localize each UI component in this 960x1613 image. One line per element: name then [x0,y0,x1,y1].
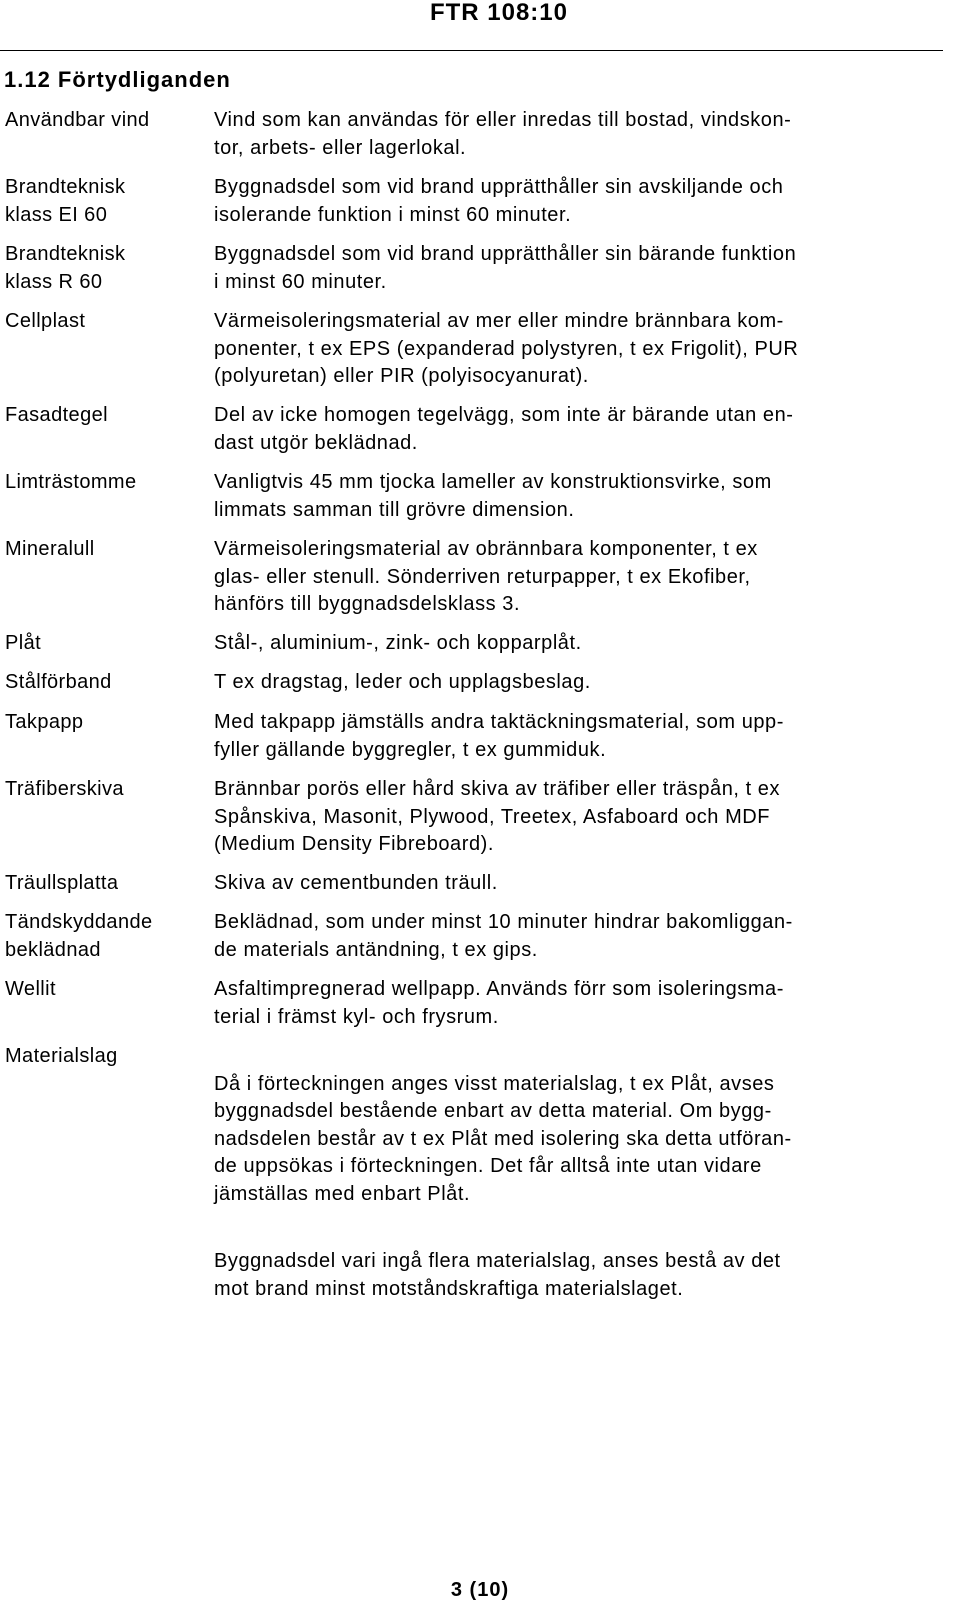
glossary-term: Limträstomme [5,471,137,493]
glossary-term: Träfiberskiva [5,778,124,800]
section-title: 1.12 Förtydliganden [4,67,231,92]
glossary-definition: Värmeisoleringsmaterial av obrännbara komponenter, t ex glas- eller stenull. Sönderriven returpapper, t ex Ekofiber, hänförs till byggnadsdelsklass 3. [214,538,758,616]
glossary-term: Träullsplatta [5,872,119,894]
glossary-definition: Brännbar porös eller hård skiva av träfiber eller träspån, t ex Spånskiva, Masonit, Plywood, Treetex, Asfaboard och MDF (Medium Density Fibreboard). [214,778,781,856]
definition-paragraph: Då i förteckningen anges visst materialslag, t ex Plåt, avses byggnadsdel bestående enbart av detta material. Om bygg- nadsdelen består av t ex Plåt med isolering ska detta utföran- de uppsökas i förteckningen. Det får alltså inte utan vidare jämställas med enbart Plåt. [214,1072,792,1205]
glossary-definition: Vanligtvis 45 mm tjocka lameller av konstruktionsvirke, som limmats samman till grövre dimension. [214,471,772,521]
glossary-term: Mineralull [5,538,95,560]
glossary-definition: Skiva av cementbunden träull. [214,872,498,894]
glossary-term: Brandteknisk klass R 60 [5,243,126,293]
glossary-term: Wellit [5,978,56,1000]
definition-paragraph: Byggnadsdel vari ingå flera materialslag, anses bestå av det mot brand minst motståndskraftiga materialslaget. [214,1250,781,1300]
glossary-definition: Del av icke homogen tegelvägg, som inte är bärande utan en- dast utgör beklädnad. [214,404,794,454]
glossary-term: Fasadtegel [5,404,108,426]
glossary-term: Plåt [5,632,42,654]
page-number: 3 (10) [450,1579,510,1601]
glossary-term: Stålförband [5,671,112,693]
glossary-term: Tändskyddande beklädnad [5,911,153,961]
glossary-definition: Beklädnad, som under minst 10 minuter hindrar bakomliggan- de materials antändning, t ex gips. [214,911,793,961]
glossary-definition: Asfaltimpregnerad wellpapp. Används förr som isoleringsma- terial i främst kyl- och frysrum. [214,978,784,1028]
document-code: FTR 108:10 [429,0,568,26]
glossary-definition: Stål-, aluminium-, zink- och kopparplåt. [214,632,582,654]
glossary-definition: Byggnadsdel som vid brand upprätthåller sin avskiljande och isolerande funktion i minst 60 minuter. [214,176,784,226]
glossary-definition: Byggnadsdel som vid brand upprätthåller sin bärande funktion i minst 60 minuter. [214,243,797,293]
glossary-definition: Vind som kan användas för eller inredas till bostad, vindskon- tor, arbets- eller lagerlokal. [214,109,792,159]
header-rule [0,50,943,51]
glossary-definition: T ex dragstag, leder och upplagsbeslag. [214,671,591,693]
glossary-definition [214,1043,926,1331]
glossary-term: Materialslag [5,1045,118,1067]
glossary-definition: Med takpapp jämställs andra taktäckningsmaterial, som upp- fyller gällande byggregler, t ex gummiduk. [214,711,784,761]
glossary-term: Brandteknisk klass EI 60 [5,176,126,226]
glossary-definition: Värmeisoleringsmaterial av mer eller mindre brännbara kom- ponenter, t ex EPS (expanderad polystyren, t ex Frigolit), PUR (polyuretan) eller PIR (polyisocyanurat). [214,310,799,388]
glossary-term: Takpapp [5,711,84,733]
glossary-term: Användbar vind [5,109,150,131]
glossary-term: Cellplast [5,310,86,332]
